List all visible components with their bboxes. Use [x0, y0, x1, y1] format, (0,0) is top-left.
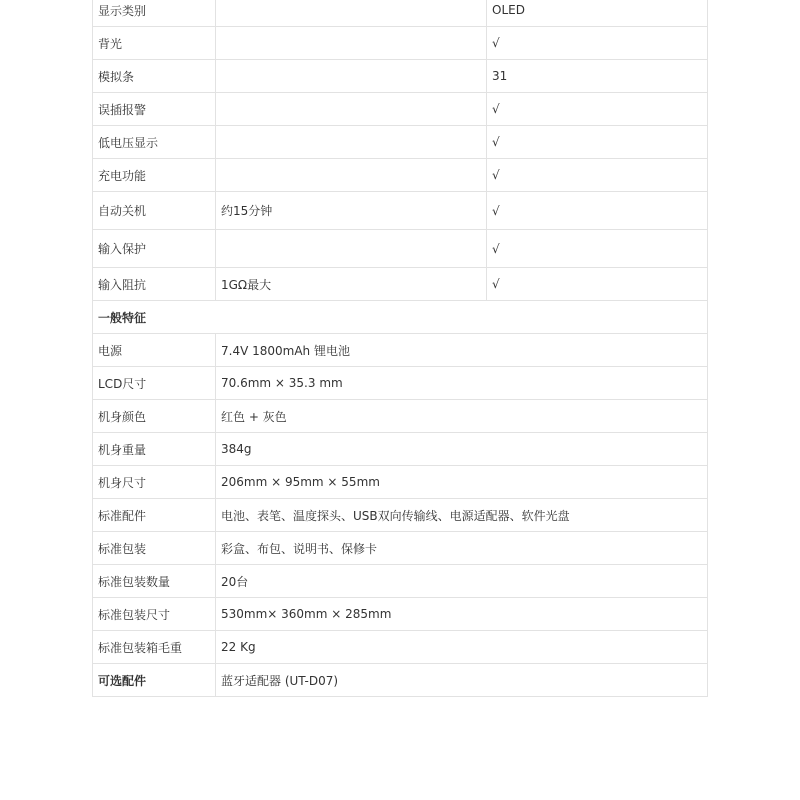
- table-row: [93, 466, 708, 499]
- spec-value-cell: [216, 60, 487, 93]
- spec-name-cell: 机身尺寸: [93, 466, 216, 499]
- table-row: [93, 631, 708, 664]
- spec-value-cell: [216, 0, 487, 27]
- spec-value-cell: [216, 126, 487, 159]
- table-row: [93, 499, 708, 532]
- table-row: [93, 400, 708, 433]
- table-row: [93, 159, 708, 192]
- spec-value-cell: √: [487, 192, 708, 230]
- spec-value-cell: √: [487, 93, 708, 126]
- spec-name-cell: 标准包装: [93, 532, 216, 565]
- table-row: [93, 598, 708, 631]
- spec-table: [92, 0, 708, 697]
- spec-name-cell: LCD尺寸: [93, 367, 216, 400]
- table-row: [93, 230, 708, 268]
- table-row: [93, 0, 708, 27]
- spec-name-cell: 标准包装箱毛重: [93, 631, 216, 664]
- spec-name-cell: 机身颜色: [93, 400, 216, 433]
- table-row: [93, 433, 708, 466]
- spec-value-cell: 电池、表笔、温度探头、USB双向传输线、电源适配器、软件光盘: [216, 499, 708, 532]
- spec-value-cell: 7.4V 1800mAh 锂电池: [216, 334, 708, 367]
- spec-name-cell: 模拟条: [93, 60, 216, 93]
- optional-accessory-value: 蓝牙适配器 (UT-D07): [216, 664, 708, 697]
- spec-name-cell: 标准配件: [93, 499, 216, 532]
- section-header-general: 一般特征: [93, 301, 708, 334]
- spec-value-cell: 1GΩ最大: [216, 268, 487, 301]
- spec-name-cell: 误插报警: [93, 93, 216, 126]
- optional-accessory-row: [93, 664, 708, 697]
- spec-value-cell: 22 Kg: [216, 631, 708, 664]
- spec-value-cell: √: [487, 268, 708, 301]
- spec-name-cell: 机身重量: [93, 433, 216, 466]
- table-row: [93, 60, 708, 93]
- spec-value-cell: OLED: [487, 0, 708, 27]
- spec-value-cell: 20台: [216, 565, 708, 598]
- spec-value-cell: 约15分钟: [216, 192, 487, 230]
- spec-value-cell: 31: [487, 60, 708, 93]
- spec-value-cell: √: [487, 126, 708, 159]
- table-row: [93, 532, 708, 565]
- table-row: [93, 126, 708, 159]
- table-row: [93, 367, 708, 400]
- spec-value-cell: √: [487, 159, 708, 192]
- spec-name-cell: 低电压显示: [93, 126, 216, 159]
- spec-name-cell: 电源: [93, 334, 216, 367]
- spec-name-cell: 充电功能: [93, 159, 216, 192]
- table-row: [93, 192, 708, 230]
- table-row: [93, 27, 708, 60]
- spec-value-cell: 530mm× 360mm × 285mm: [216, 598, 708, 631]
- spec-value-cell: √: [487, 230, 708, 268]
- spec-value-cell: [216, 230, 487, 268]
- table-row: [93, 334, 708, 367]
- spec-value-cell: [216, 93, 487, 126]
- spec-value-cell: 70.6mm × 35.3 mm: [216, 367, 708, 400]
- spec-value-cell: 彩盒、布包、说明书、保修卡: [216, 532, 708, 565]
- spec-name-cell: 输入阻抗: [93, 268, 216, 301]
- spec-value-cell: 红色 + 灰色: [216, 400, 708, 433]
- spec-name-cell: 标准包装数量: [93, 565, 216, 598]
- optional-accessory-label: 可选配件: [93, 664, 216, 697]
- spec-value-cell: √: [487, 27, 708, 60]
- spec-name-cell: 背光: [93, 27, 216, 60]
- spec-name-cell: 输入保护: [93, 230, 216, 268]
- table-row: [93, 93, 708, 126]
- spec-name-cell: 标准包装尺寸: [93, 598, 216, 631]
- spec-value-cell: 384g: [216, 433, 708, 466]
- spec-name-cell: 显示类别: [93, 0, 216, 27]
- spec-value-cell: 206mm × 95mm × 55mm: [216, 466, 708, 499]
- section-header-row: [93, 301, 708, 334]
- spec-value-cell: [216, 27, 487, 60]
- spec-name-cell: 自动关机: [93, 192, 216, 230]
- spec-value-cell: [216, 159, 487, 192]
- table-row: [93, 268, 708, 301]
- table-row: [93, 565, 708, 598]
